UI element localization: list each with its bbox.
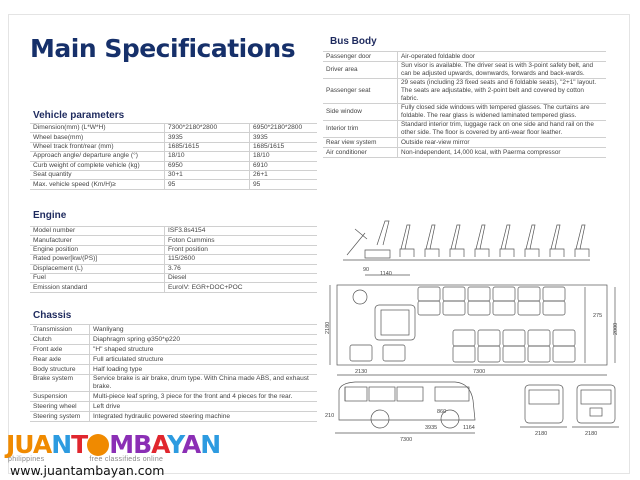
table-row xyxy=(323,62,606,79)
table-row xyxy=(30,255,317,264)
side-elevation-view xyxy=(335,382,475,433)
table-row xyxy=(30,142,317,151)
row-label: Steering wheel xyxy=(30,402,90,412)
row-value-6950: 3935 xyxy=(250,133,318,142)
row-value: Air-operated foldable door xyxy=(398,52,607,62)
logo-letter: Y xyxy=(167,430,182,459)
row-value-7300: 1685/1615 xyxy=(165,142,250,151)
dim-3935: 3935 xyxy=(425,425,438,431)
logo-letter: M xyxy=(109,430,134,459)
row-label: Driver area xyxy=(323,62,398,79)
bus-body-table xyxy=(323,51,606,158)
dim-2130: 2130 xyxy=(355,369,368,375)
row-label: Body structure xyxy=(30,365,90,375)
engine-heading: Engine xyxy=(33,210,67,221)
row-label: Interior trim xyxy=(323,121,398,138)
row-value: Multi-piece leaf spring, 3 piece for the front and 4 pieces for the rear. xyxy=(90,392,318,402)
table-row xyxy=(323,148,606,158)
table-row xyxy=(30,345,317,355)
row-label: Passenger seat xyxy=(323,79,398,104)
vehicle-parameters-heading: Vehicle parameters xyxy=(33,110,125,121)
row-value: 115/2600 xyxy=(165,255,318,264)
table-row xyxy=(30,375,317,392)
dim-7300-side: 7300 xyxy=(400,437,413,443)
row-label: Passenger door xyxy=(323,52,398,62)
row-label: Rated power[kw/(PS)] xyxy=(30,255,165,264)
row-label: Model number xyxy=(30,227,165,236)
row-value: 3.76 xyxy=(165,264,318,273)
row-value: Left drive xyxy=(90,402,318,412)
table-row xyxy=(30,124,317,133)
row-value: Foton Cummins xyxy=(165,236,318,245)
chassis-table xyxy=(30,324,317,422)
logo-letter: JU xyxy=(6,430,33,459)
logo-letter: T xyxy=(71,430,88,459)
row-label: Fuel xyxy=(30,273,165,282)
row-label: Side window xyxy=(323,104,398,121)
dim-7300-plan: 7300 xyxy=(473,369,486,375)
logo-tagline-text: free classifieds online xyxy=(89,456,164,463)
row-label: Steering system xyxy=(30,412,90,422)
juantambayan-watermark-logo xyxy=(4,430,221,480)
row-value-7300: 95 xyxy=(165,180,250,189)
row-value-6950: 95 xyxy=(250,180,318,189)
table-row xyxy=(323,79,606,104)
dim-90: 90 xyxy=(363,267,370,273)
row-value-6950: 26+1 xyxy=(250,170,318,179)
logo-tagline-country: philippines xyxy=(8,456,45,463)
vehicle-parameters-table xyxy=(30,123,317,190)
dim-2180: 2180 xyxy=(325,321,331,334)
row-value: Standard interior trim, luggage rack on one side and hand rail on the other side. The floor is covered by anti-wear floor leather. xyxy=(398,121,607,138)
bus-technical-drawing xyxy=(325,205,625,445)
row-value: Non-independent, 14,000 kcal, with Paerma compressor xyxy=(398,148,607,158)
table-row xyxy=(30,227,317,236)
logo-letter: A xyxy=(32,430,52,459)
dim-275: 275 xyxy=(593,313,603,319)
table-row xyxy=(30,283,317,292)
dim-2000: 2000 xyxy=(613,322,619,335)
row-value: Integrated hydraulic powered steering machine xyxy=(90,412,318,422)
table-row xyxy=(323,52,606,62)
table-row xyxy=(30,402,317,412)
table-row xyxy=(30,355,317,365)
row-value: Half loading type xyxy=(90,365,318,375)
chassis-heading: Chassis xyxy=(33,310,72,321)
table-row xyxy=(30,161,317,170)
row-label: Engine position xyxy=(30,245,165,254)
table-row xyxy=(30,133,317,142)
logo-url: www.juantambayan.com xyxy=(10,463,165,478)
row-label: Transmission xyxy=(30,325,90,335)
table-row xyxy=(323,121,606,138)
bus-body-heading: Bus Body xyxy=(330,36,377,47)
row-value: Sun visor is available. The driver seat is with 3-point safety belt, and can be adjusted upwards, downwards, forwards and back-wards. xyxy=(398,62,607,79)
logo-letter: N xyxy=(51,430,72,459)
mascot-face-icon xyxy=(87,434,109,456)
table-row xyxy=(30,236,317,245)
row-value: Wanliyang xyxy=(90,325,318,335)
dim-2180-front: 2180 xyxy=(535,431,548,437)
table-row xyxy=(30,412,317,422)
logo-letter: A xyxy=(181,430,201,459)
table-row xyxy=(30,245,317,254)
table-row xyxy=(30,180,317,189)
table-row xyxy=(323,104,606,121)
row-label: Displacement (L) xyxy=(30,264,165,273)
floor-plan-view xyxy=(330,275,615,375)
row-label: Rear view system xyxy=(323,138,398,148)
row-label: Approach angle/ departure angle (°) xyxy=(30,152,165,161)
row-label: Curb weight of complete vehicle (kg) xyxy=(30,161,165,170)
row-label: Air conditioner xyxy=(323,148,398,158)
row-label: Emission standard xyxy=(30,283,165,292)
dim-210: 210 xyxy=(325,413,335,419)
row-label: Max. vehicle speed (Km/H)≥ xyxy=(30,180,165,189)
dim-1140: 1140 xyxy=(380,271,392,277)
row-label: Wheel track front/rear (mm) xyxy=(30,142,165,151)
row-value-6950: 18/10 xyxy=(250,152,318,161)
row-value: ISF3.8s4154 xyxy=(165,227,318,236)
table-row xyxy=(30,365,317,375)
row-value-7300: 6950 xyxy=(165,161,250,170)
table-row xyxy=(30,392,317,402)
rear-view xyxy=(572,385,619,427)
front-view xyxy=(520,385,567,427)
row-label: Dimension(mm) (L*W*H) xyxy=(30,124,165,133)
page-title: Main Specifications xyxy=(30,34,296,63)
row-label: Seat quantity xyxy=(30,170,165,179)
logo-wordmark xyxy=(6,430,220,459)
row-label: Clutch xyxy=(30,335,90,345)
row-label: Manufacturer xyxy=(30,236,165,245)
logo-letter: N xyxy=(200,430,221,459)
row-label: Rear axle xyxy=(30,355,90,365)
table-row xyxy=(30,264,317,273)
row-value-7300: 18/10 xyxy=(165,152,250,161)
row-value-6950: 6950*2180*2800 xyxy=(250,124,318,133)
table-row xyxy=(30,325,317,335)
row-value: EuroIV: EGR+DOC+POC xyxy=(165,283,318,292)
row-value: Outside rear-view mirror xyxy=(398,138,607,148)
row-value-7300: 30+1 xyxy=(165,170,250,179)
row-value: Diesel xyxy=(165,273,318,282)
table-row xyxy=(30,273,317,282)
row-value-6950: 6910 xyxy=(250,161,318,170)
row-value-6950: 1685/1615 xyxy=(250,142,318,151)
seat-profile-view xyxy=(343,221,590,260)
table-row xyxy=(30,170,317,179)
row-value: Service brake is air brake, drum type. With China made ABS, and exhaust brake. xyxy=(90,375,318,392)
row-value: 29 seats (including 23 fixed seats and 6 foldable seats), "2+1" layout. The seats are adjustable, with 2-point belt and covered by cotton fabric. xyxy=(398,79,607,104)
row-value: Full articulated structure xyxy=(90,355,318,365)
dim-860: 860 xyxy=(437,409,447,415)
table-row xyxy=(323,138,606,148)
engine-table xyxy=(30,226,317,293)
row-value: Diaphragm spring φ350*φ220 xyxy=(90,335,318,345)
dim-2180-rear: 2180 xyxy=(585,431,598,437)
row-label: Brake system xyxy=(30,375,90,392)
row-label: Suspension xyxy=(30,392,90,402)
row-value: Front position xyxy=(165,245,318,254)
row-value: "H" shaped structure xyxy=(90,345,318,355)
logo-letter: B xyxy=(133,430,152,459)
row-value: Fully closed side windows with tempered glasses. The curtains are foldable. The rear glass is widened laminated tempered glass. xyxy=(398,104,607,121)
table-row xyxy=(30,152,317,161)
row-label: Front axle xyxy=(30,345,90,355)
row-value-7300: 7300*2180*2800 xyxy=(165,124,250,133)
logo-tagline xyxy=(8,456,163,463)
logo-letter: A xyxy=(151,430,168,459)
row-value-7300: 3935 xyxy=(165,133,250,142)
table-row xyxy=(30,335,317,345)
dim-1164: 1164 xyxy=(463,425,475,431)
row-label: Wheel base(mm) xyxy=(30,133,165,142)
